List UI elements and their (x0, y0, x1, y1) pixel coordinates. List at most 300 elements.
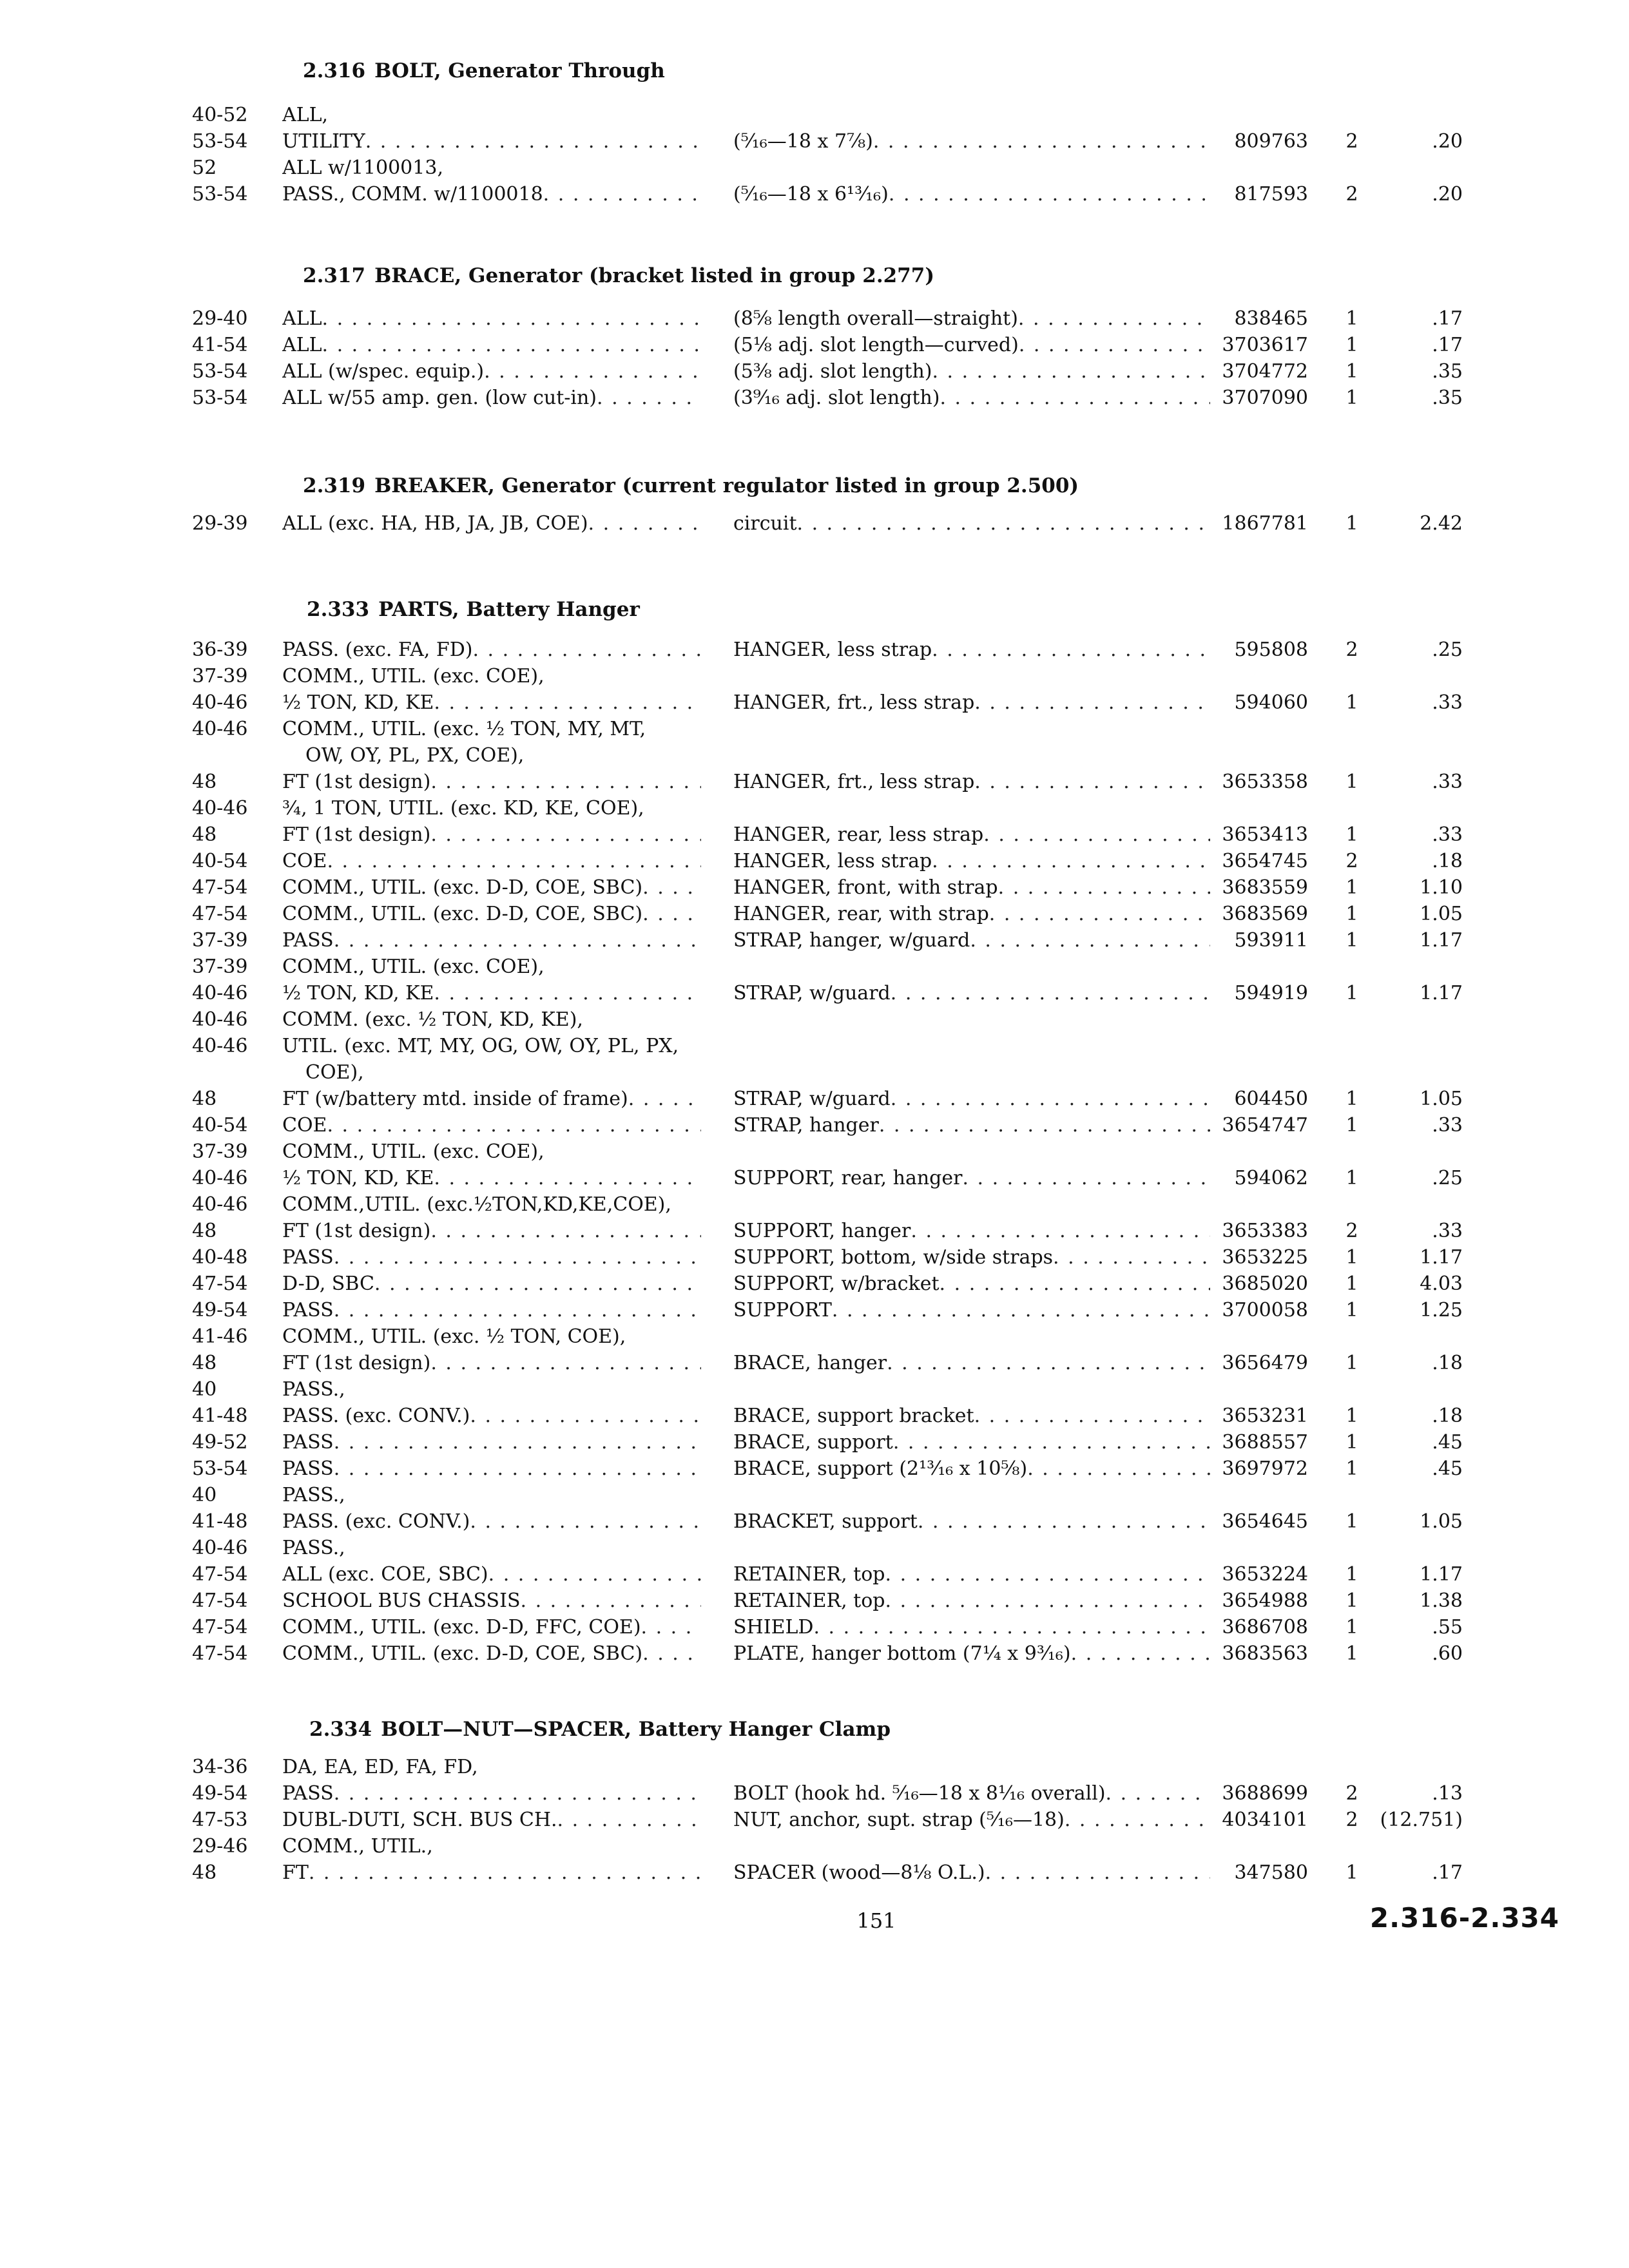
group-range: 2.316-2.334 (1369, 1902, 1559, 1934)
model-cell (282, 1614, 701, 1640)
dot-leader (322, 332, 701, 358)
part-number-cell: 3653231 (1222, 1405, 1308, 1427)
model-cell: COMM., UTIL. (exc. ½ TON, COE), (282, 1325, 626, 1348)
year-cell: 40-46 (192, 1537, 248, 1559)
dot-leader (873, 128, 1210, 155)
description-cell-text: BRACE, support (2¹³⁄₁₆ x 10⅝) (733, 1457, 1028, 1480)
description-cell (733, 1297, 1210, 1323)
description-cell (733, 128, 1210, 155)
table-row (0, 980, 1629, 1006)
part-number-cell: 3685020 (1222, 1273, 1308, 1295)
description-cell (733, 901, 1210, 927)
table-row (0, 1297, 1629, 1323)
dot-leader (628, 1086, 701, 1112)
price-cell: 1.10 (1420, 876, 1463, 899)
quantity-cell: 2 (1345, 639, 1358, 661)
year-cell: 40-54 (192, 850, 248, 872)
description-cell-text: BRACE, support (733, 1431, 893, 1454)
model-cell (282, 128, 701, 155)
year-cell: 40-54 (192, 1114, 248, 1137)
model-cell: COMM., UTIL. (exc. ½ TON, MY, MT, (282, 718, 646, 740)
description-cell (733, 769, 1210, 795)
dot-leader (334, 1456, 701, 1482)
table-row (0, 385, 1629, 411)
table-row (0, 1429, 1629, 1456)
model-cell (282, 332, 701, 358)
dot-leader (932, 637, 1210, 663)
table-row (0, 1561, 1629, 1588)
table-row (0, 742, 1629, 769)
quantity-cell: 1 (1345, 876, 1358, 899)
quantity-cell: 1 (1345, 307, 1358, 330)
year-cell: 37-39 (192, 665, 248, 687)
table-row (0, 1139, 1629, 1165)
price-cell: .33 (1432, 691, 1463, 714)
table-row (0, 1165, 1629, 1191)
year-cell: 40 (192, 1378, 217, 1401)
description-cell (733, 1271, 1210, 1297)
table-row (0, 305, 1629, 332)
quantity-cell: 1 (1345, 1405, 1358, 1427)
table-row (0, 848, 1629, 874)
description-cell-text: BRACE, hanger (733, 1352, 887, 1374)
dot-leader (557, 1807, 701, 1833)
description-cell-text: SUPPORT, hanger (733, 1220, 911, 1242)
model-cell (282, 1403, 701, 1429)
dot-leader (918, 1508, 1210, 1535)
quantity-cell: 1 (1345, 1114, 1358, 1137)
price-cell: 1.05 (1420, 1510, 1463, 1533)
year-cell: 53-54 (192, 1457, 248, 1480)
year-cell: 47-54 (192, 876, 248, 899)
dot-leader (891, 980, 1210, 1006)
table-row (0, 1640, 1629, 1667)
year-cell: 37-39 (192, 1140, 248, 1163)
table-row (0, 1456, 1629, 1482)
description-cell-text: (5⅛ adj. slot length—curved) (733, 334, 1019, 356)
section-title: BOLT—NUT—SPACER, Battery Hanger Clamp (381, 1718, 891, 1741)
model-cell-text: PASS (282, 1457, 334, 1480)
dot-leader (974, 689, 1210, 716)
part-number-cell: 3656479 (1222, 1352, 1308, 1374)
price-cell: .33 (1432, 771, 1463, 793)
model-cell: COMM., UTIL. (exc. COE), (282, 665, 545, 687)
year-cell: 40 (192, 1484, 217, 1506)
dot-leader (932, 358, 1210, 385)
description-cell-text: (⁵⁄₁₆—18 x 6¹³⁄₁₆) (733, 183, 889, 206)
price-cell: .18 (1432, 1405, 1463, 1427)
description-cell (733, 1456, 1210, 1482)
description-cell (733, 1614, 1210, 1640)
dot-leader (985, 1860, 1210, 1886)
table-row (0, 637, 1629, 663)
part-number-cell: 3707090 (1222, 387, 1308, 409)
part-number-cell: 3653413 (1222, 823, 1308, 846)
model-cell-text: COMM., UTIL. (exc. D-D, FFC, COE) (282, 1616, 641, 1639)
quantity-cell: 1 (1345, 1246, 1358, 1269)
dot-leader (434, 980, 701, 1006)
model-cell-text: PASS. (exc. CONV.) (282, 1405, 470, 1427)
dot-leader (932, 848, 1210, 874)
description-cell (733, 1218, 1210, 1244)
table-row (0, 1006, 1629, 1033)
price-cell: .17 (1432, 334, 1463, 356)
year-cell: 49-54 (192, 1299, 248, 1321)
price-cell: .45 (1432, 1457, 1463, 1480)
model-cell-text: COMM., UTIL. (exc. D-D, COE, SBC) (282, 903, 643, 925)
dot-leader (374, 1271, 701, 1297)
dot-leader (1018, 305, 1210, 332)
model-cell-text: FT (1st design) (282, 771, 431, 793)
year-cell: 48 (192, 1861, 217, 1884)
quantity-cell: 1 (1345, 982, 1358, 1004)
description-cell (733, 637, 1210, 663)
year-cell: 40-52 (192, 104, 248, 126)
price-cell: 1.05 (1420, 903, 1463, 925)
model-cell (282, 1271, 701, 1297)
description-cell-text: STRAP, hanger (733, 1114, 879, 1137)
part-number-cell: 3653358 (1222, 771, 1308, 793)
section-heading (303, 59, 665, 82)
dot-leader (940, 385, 1210, 411)
model-cell-text: PASS (282, 1782, 334, 1805)
part-number-cell: 3688557 (1222, 1431, 1308, 1454)
quantity-cell: 1 (1345, 512, 1358, 535)
model-cell-text: FT (282, 1861, 309, 1884)
part-number-cell: 594060 (1234, 691, 1308, 714)
description-cell (733, 874, 1210, 901)
part-number-cell: 1867781 (1222, 512, 1308, 535)
parts-table (0, 510, 1629, 537)
dot-leader (1053, 1244, 1210, 1271)
description-cell (733, 385, 1210, 411)
model-cell-text: UTILITY (282, 130, 365, 153)
price-cell: .55 (1432, 1616, 1463, 1639)
model-cell-text: FT (w/battery mtd. inside of frame) (282, 1088, 628, 1110)
model-cell (282, 1640, 701, 1667)
year-cell: 40-46 (192, 797, 248, 820)
table-row (0, 332, 1629, 358)
model-cell (282, 689, 701, 716)
quantity-cell: 1 (1345, 387, 1358, 409)
table-row (0, 1860, 1629, 1886)
year-cell: 40-46 (192, 1035, 248, 1057)
price-cell: .17 (1432, 307, 1463, 330)
part-number-cell: 3683569 (1222, 903, 1308, 925)
model-cell: COMM., UTIL. (exc. COE), (282, 956, 545, 978)
table-row (0, 1754, 1629, 1780)
table-row (0, 510, 1629, 537)
model-cell (282, 637, 701, 663)
table-row (0, 128, 1629, 155)
model-cell (282, 1112, 701, 1139)
part-number-cell: 594062 (1234, 1167, 1308, 1189)
part-number-cell: 817593 (1234, 183, 1308, 206)
description-cell (733, 1429, 1210, 1456)
quantity-cell: 1 (1345, 1088, 1358, 1110)
description-cell-text: (8⁵⁄₈ length overall—straight) (733, 307, 1018, 330)
model-cell (282, 1429, 701, 1456)
dot-leader (588, 510, 701, 537)
section-title: BRACE, Generator (bracket listed in group 2.277) (374, 264, 934, 287)
price-cell: 1.25 (1420, 1299, 1463, 1321)
price-cell: 1.17 (1420, 1563, 1463, 1586)
section-heading (309, 1718, 891, 1741)
description-cell (733, 1350, 1210, 1376)
section-title: BOLT, Generator Through (374, 59, 665, 82)
year-cell: 48 (192, 771, 217, 793)
section-title: PARTS, Battery Hanger (378, 598, 640, 621)
quantity-cell: 1 (1345, 691, 1358, 714)
table-row (0, 358, 1629, 385)
dot-leader (889, 181, 1210, 207)
part-number-cell: 3700058 (1222, 1299, 1308, 1321)
model-cell-text: COMM., UTIL. (exc. D-D, COE, SBC) (282, 1642, 643, 1665)
model-cell-text: FT (1st design) (282, 1220, 431, 1242)
dot-leader (327, 1112, 701, 1139)
quantity-cell: 1 (1345, 1590, 1358, 1612)
model-cell-text: COE (282, 850, 327, 872)
quantity-cell: 2 (1345, 850, 1358, 872)
model-cell-text: D-D, SBC (282, 1273, 374, 1295)
quantity-cell: 1 (1345, 823, 1358, 846)
description-cell-text: BRACKET, support (733, 1510, 918, 1533)
price-cell: 1.17 (1420, 929, 1463, 952)
model-cell (282, 1456, 701, 1482)
model-cell: COMM., UTIL., (282, 1835, 433, 1858)
quantity-cell: 1 (1345, 1352, 1358, 1374)
table-row (0, 1403, 1629, 1429)
dot-leader (365, 128, 701, 155)
page-number: 151 (856, 1908, 896, 1933)
part-number-cell: 3704772 (1222, 360, 1308, 383)
section-number: 2.319 (303, 474, 366, 497)
table-row (0, 1833, 1629, 1860)
table-row (0, 1323, 1629, 1350)
model-cell (282, 1297, 701, 1323)
year-cell: 40-46 (192, 1008, 248, 1031)
model-cell (282, 1807, 701, 1833)
table-row (0, 155, 1629, 181)
dot-leader (940, 1271, 1210, 1297)
year-cell: 53-54 (192, 360, 248, 383)
description-cell (733, 980, 1210, 1006)
quantity-cell: 1 (1345, 1510, 1358, 1533)
description-cell (733, 1244, 1210, 1271)
description-cell (733, 1780, 1210, 1807)
part-number-cell: 3654745 (1222, 850, 1308, 872)
year-cell: 41-48 (192, 1510, 248, 1533)
description-cell-text: RETAINER, top (733, 1590, 885, 1612)
description-cell (733, 1112, 1210, 1139)
description-cell (733, 848, 1210, 874)
model-cell (282, 874, 701, 901)
table-row (0, 1059, 1629, 1086)
model-cell (282, 822, 701, 848)
part-number-cell: 809763 (1234, 130, 1308, 153)
description-cell (733, 332, 1210, 358)
dot-leader (334, 1297, 701, 1323)
dot-leader (484, 358, 701, 385)
model-cell-text: PASS. (exc. FA, FD) (282, 639, 473, 661)
price-cell: 1.38 (1420, 1590, 1463, 1612)
dot-leader (989, 901, 1210, 927)
dot-leader (879, 1112, 1210, 1139)
quantity-cell: 1 (1345, 334, 1358, 356)
model-cell-text: FT (1st design) (282, 1352, 431, 1374)
model-cell (282, 385, 701, 411)
table-row (0, 1780, 1629, 1807)
description-cell (733, 1508, 1210, 1535)
model-cell: PASS., (282, 1484, 345, 1506)
dot-leader (1071, 1640, 1210, 1667)
model-cell (282, 358, 701, 385)
quantity-cell: 1 (1345, 1299, 1358, 1321)
model-cell: PASS., (282, 1537, 345, 1559)
dot-leader (309, 1860, 701, 1886)
part-number-cell: 3653224 (1222, 1563, 1308, 1586)
dot-leader (641, 1614, 701, 1640)
dot-leader (974, 769, 1210, 795)
quantity-cell: 1 (1345, 1431, 1358, 1454)
price-cell: .33 (1432, 823, 1463, 846)
table-row (0, 1807, 1629, 1833)
year-cell: 40-48 (192, 1246, 248, 1269)
model-cell-text: PASS (282, 1431, 334, 1454)
dot-leader (893, 1429, 1210, 1456)
table-row (0, 716, 1629, 742)
table-row (0, 1086, 1629, 1112)
price-cell: .35 (1432, 387, 1463, 409)
price-cell: .20 (1432, 183, 1463, 206)
model-cell-text: SCHOOL BUS CHASSIS (282, 1590, 521, 1612)
quantity-cell: 1 (1345, 903, 1358, 925)
model-cell-text: COE (282, 1114, 327, 1137)
model-cell (282, 1350, 701, 1376)
part-number-cell: 347580 (1234, 1861, 1308, 1884)
description-cell (733, 927, 1210, 954)
year-cell: 47-54 (192, 1273, 248, 1295)
table-row (0, 769, 1629, 795)
price-cell: .33 (1432, 1114, 1463, 1137)
year-cell: 29-39 (192, 512, 248, 535)
table-row (0, 1376, 1629, 1403)
model-cell-text: ½ TON, KD, KE (282, 1167, 434, 1189)
dot-leader (434, 1165, 701, 1191)
model-cell (282, 1508, 701, 1535)
dot-leader (470, 1403, 701, 1429)
part-number-cell: 838465 (1234, 307, 1308, 330)
description-cell (733, 1588, 1210, 1614)
section-title: BREAKER, Generator (current regulator listed in group 2.500) (374, 474, 1079, 497)
year-cell: 41-48 (192, 1405, 248, 1427)
year-cell: 49-54 (192, 1782, 248, 1805)
model-cell: ¾, 1 TON, UTIL. (exc. KD, KE, COE), (282, 797, 644, 820)
year-cell: 40-46 (192, 718, 248, 740)
quantity-cell: 1 (1345, 1457, 1358, 1480)
section-number: 2.334 (309, 1718, 372, 1741)
dot-leader (430, 1218, 701, 1244)
quantity-cell: 2 (1345, 183, 1358, 206)
model-cell (282, 1165, 701, 1191)
section-number: 2.333 (307, 598, 370, 621)
year-cell: 41-46 (192, 1325, 248, 1348)
price-cell: .20 (1432, 130, 1463, 153)
year-cell: 53-54 (192, 183, 248, 206)
model-cell (282, 848, 701, 874)
price-cell: .33 (1432, 1220, 1463, 1242)
year-cell: 29-46 (192, 1835, 248, 1858)
dot-leader (911, 1218, 1210, 1244)
price-cell: 1.05 (1420, 1088, 1463, 1110)
model-cell-text: PASS (282, 1246, 334, 1269)
year-cell: 37-39 (192, 929, 248, 952)
dot-leader (1065, 1807, 1210, 1833)
year-cell: 40-46 (192, 982, 248, 1004)
part-number-cell: 3654988 (1222, 1590, 1308, 1612)
dot-leader (334, 1780, 701, 1807)
description-cell-text: SUPPORT, rear, hanger (733, 1167, 963, 1189)
part-number-cell: 3688699 (1222, 1782, 1308, 1805)
dot-leader (974, 1403, 1210, 1429)
model-cell (282, 1086, 701, 1112)
price-cell: 1.17 (1420, 982, 1463, 1004)
section-heading (303, 264, 934, 287)
model-cell (282, 1244, 701, 1271)
quantity-cell: 1 (1345, 360, 1358, 383)
year-cell: 47-53 (192, 1809, 248, 1831)
dot-leader (327, 848, 701, 874)
part-number-cell: 3686708 (1222, 1616, 1308, 1639)
price-cell: .25 (1432, 1167, 1463, 1189)
parts-table (0, 1754, 1629, 1886)
description-cell (733, 510, 1210, 537)
price-cell: .45 (1432, 1431, 1463, 1454)
table-row (0, 1614, 1629, 1640)
model-cell (282, 901, 701, 927)
dot-leader (998, 874, 1210, 901)
part-number-cell: 3683563 (1222, 1642, 1308, 1665)
quantity-cell: 2 (1345, 1809, 1358, 1831)
description-cell (733, 181, 1210, 207)
dot-leader (970, 927, 1210, 954)
section-heading (307, 598, 640, 621)
part-number-cell: 604450 (1234, 1088, 1308, 1110)
model-cell: COE), (305, 1061, 364, 1084)
part-number-cell: 594919 (1234, 982, 1308, 1004)
model-cell (282, 1588, 701, 1614)
quantity-cell: 1 (1345, 1563, 1358, 1586)
dot-leader (334, 927, 701, 954)
dot-leader (983, 822, 1210, 848)
model-cell-text: FT (1st design) (282, 823, 431, 846)
year-cell: 48 (192, 1220, 217, 1242)
description-cell (733, 1807, 1210, 1833)
dot-leader (334, 1429, 701, 1456)
description-cell-text: SUPPORT (733, 1299, 832, 1321)
table-row (0, 1033, 1629, 1059)
description-cell-text: RETAINER, top (733, 1563, 885, 1586)
model-cell: COMM.,UTIL. (exc.½TON,KD,KE,COE), (282, 1193, 671, 1216)
parts-table (0, 637, 1629, 1667)
description-cell (733, 1561, 1210, 1588)
dot-leader (797, 510, 1210, 537)
dot-leader (430, 769, 701, 795)
dot-leader (543, 181, 701, 207)
description-cell (733, 1403, 1210, 1429)
year-cell: 53-54 (192, 387, 248, 409)
model-cell (282, 181, 701, 207)
